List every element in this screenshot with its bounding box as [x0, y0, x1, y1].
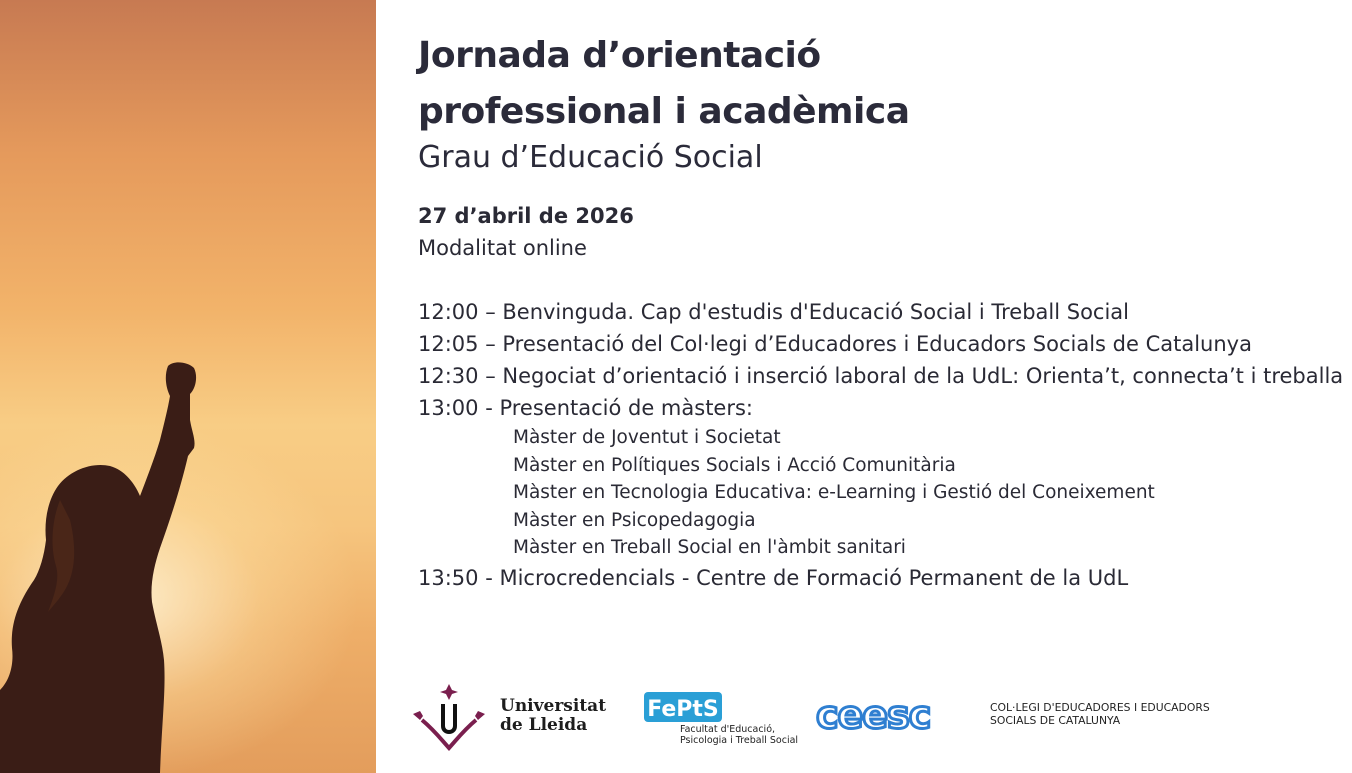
hero-photo [0, 0, 376, 773]
fepts-wordmark [644, 690, 728, 724]
ceesc-wordmark [816, 696, 976, 736]
ceesc-name-line-2: SOCIALS DE CATALUNYA [990, 714, 1121, 727]
event-date: 27 d’abril de 2026 [418, 204, 634, 228]
udl-logo [410, 682, 607, 756]
fepts-logo [644, 690, 728, 728]
agenda-item: 12:05 – Presentació del Col·legi d’Educadores i Educadors Socials de Catalunya [418, 332, 1252, 356]
ceesc-name-line-1: COL·LEGI D'EDUCADORES I EDUCADORS [990, 701, 1210, 714]
udl-emblem-icon [410, 682, 496, 752]
master-item: Màster de Joventut i Societat [513, 427, 781, 448]
ceesc-mark-text: ceesc [816, 696, 931, 736]
page-title [418, 28, 1348, 140]
udl-name-line-1: Universitat [500, 696, 607, 716]
title-line-2: professional i acadèmica [418, 91, 910, 132]
partner-logos [410, 682, 1310, 752]
master-item: Màster en Treball Social en l'àmbit sanitari [513, 537, 906, 559]
agenda [418, 296, 1348, 594]
agenda-item: 13:50 - Microcredencials - Centre de Formació Permanent de la UdL [418, 565, 1129, 590]
ceesc-name [990, 701, 1230, 727]
page-subtitle: Grau d’Educació Social [418, 140, 763, 175]
masters-list [418, 424, 1348, 562]
ceesc-logo [816, 696, 976, 740]
event-details [418, 28, 1348, 594]
agenda-item: 12:00 – Benvinguda. Cap d'estudis d'Educació Social i Treball Social [418, 300, 1130, 324]
udl-name-line-2: de Lleida [500, 715, 588, 735]
event-modality: Modalitat online [418, 236, 587, 260]
udl-name [500, 697, 606, 735]
master-item: Màster en Polítiques Socials i Acció Comunitària [513, 454, 956, 476]
fepts-name-line-2: Psicologia i Treball Social [680, 735, 799, 746]
master-item: Màster en Tecnologia Educativa: e-Learning i Gestió del Coneixement [513, 482, 1155, 504]
fepts-mark-text: FePtS [647, 697, 719, 722]
agenda-item: 13:00 - Presentació de màsters: [418, 396, 754, 420]
fepts-name [680, 724, 800, 746]
master-item: Màster en Psicopedagogia [513, 509, 756, 531]
agenda-item: 12:30 – Negociat d’orientació i inserció laboral de la UdL: Orienta’t, connecta’t i treballa [418, 364, 1344, 388]
title-line-1: Jornada d’orientació [418, 35, 821, 76]
raised-fist-silhouette [0, 0, 376, 773]
fepts-name-line-1: Facultat d'Educació, [680, 724, 776, 735]
